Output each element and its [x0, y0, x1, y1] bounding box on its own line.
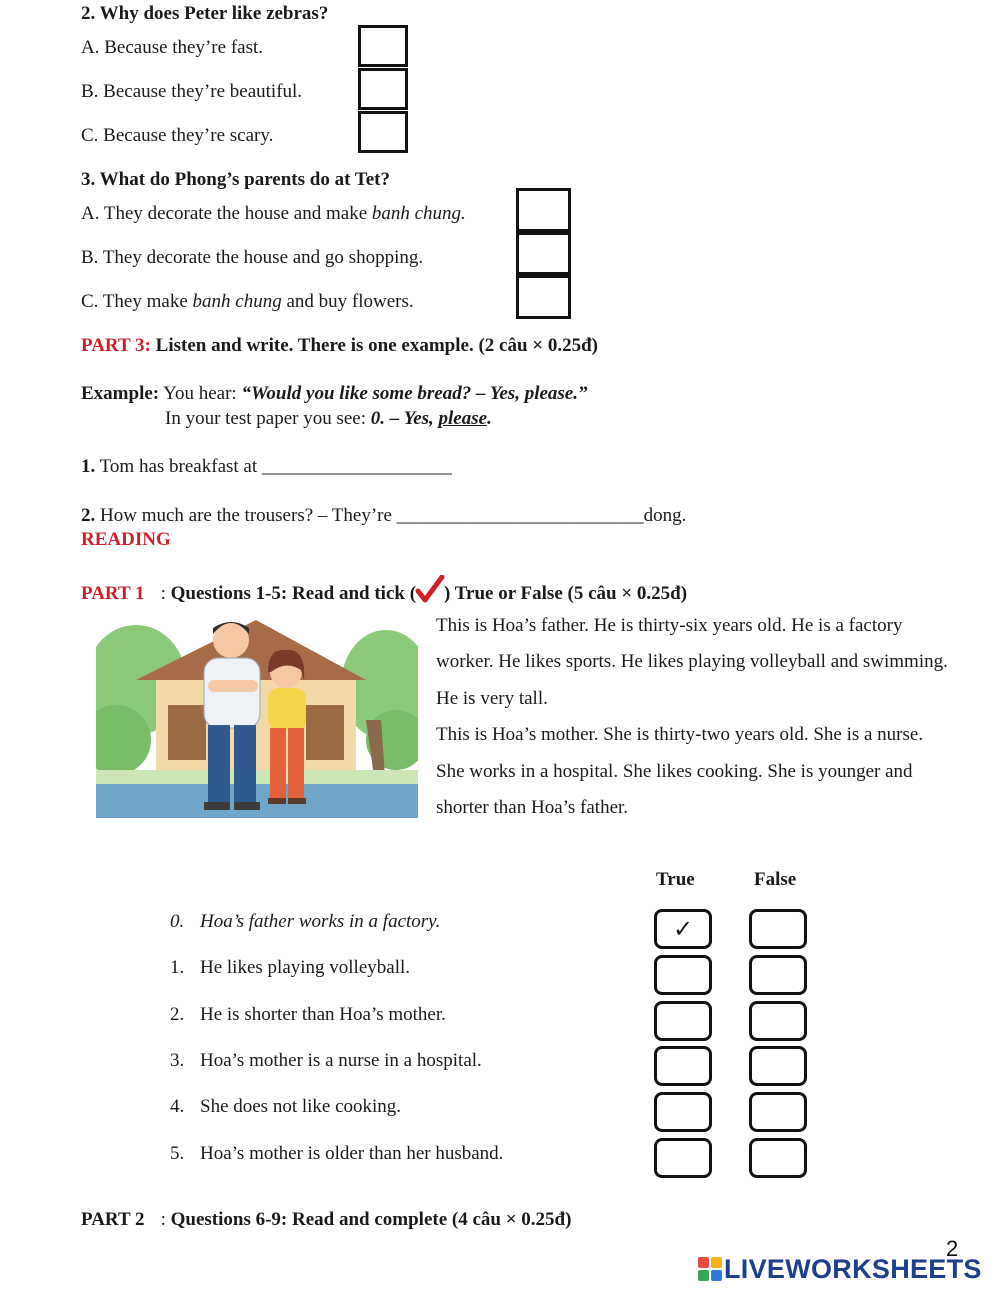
true-box-2[interactable]: [654, 1001, 712, 1041]
question-3-title: 3. What do Phong’s parents do at Tet?: [81, 169, 390, 190]
passage-paragraph-mother: This is Hoa’s mother. She is thirty-two years old. She is a nurse. She works in a hospital. She likes cooking. She is younger and shorter than Hoa’s father.: [436, 724, 924, 819]
true-column-header: True: [656, 869, 695, 890]
statement-3: 3. Hoa’s mother is a nurse in a hospital.: [170, 1050, 482, 1071]
q3-answer-box-c[interactable]: [516, 275, 571, 319]
false-box-3[interactable]: [749, 1046, 807, 1086]
q2-option-b: B. Because they’re beautiful.: [81, 81, 303, 102]
true-box-3[interactable]: [654, 1046, 712, 1086]
q2-option-a: A. Because they’re fast.: [81, 37, 264, 58]
reading-part1-heading: PART 1 : Questions 1-5: Read and tick ( ) True or False (5 câu × 0.25đ): [81, 575, 687, 605]
part3-example-line: Example: You hear: “Would you like some bread? – Yes, please.”: [81, 383, 588, 404]
red-check-icon: [415, 575, 445, 603]
true-box-0[interactable]: [654, 909, 712, 949]
reading-heading: READING: [81, 529, 171, 550]
q3-option-a: A. They decorate the house and make banh chung.: [81, 203, 466, 224]
q2-answer-box-c[interactable]: [358, 111, 408, 153]
false-box-5[interactable]: [749, 1138, 807, 1178]
statement-5: 5. Hoa’s mother is older than her husband.: [170, 1143, 504, 1164]
reading-passage: [436, 608, 956, 826]
check-icon: ✓: [672, 915, 694, 943]
false-box-0[interactable]: [749, 909, 807, 949]
statement-4: 4. She does not like cooking.: [170, 1096, 402, 1117]
passage-paragraph-father: This is Hoa’s father. He is thirty-six years old. He is a factory worker. He likes sports. He likes playing volleyball and swimming. He is very tall.: [436, 615, 948, 709]
q3-option-b: B. They decorate the house and go shopping.: [81, 247, 424, 268]
part3-example-answer-line: In your test paper you see: 0. – Yes, please.: [165, 408, 492, 429]
page-number: 2: [946, 1236, 959, 1261]
question-2-title: 2. Why does Peter like zebras?: [81, 3, 329, 24]
statement-example: 0. Hoa’s father works in a factory.: [170, 911, 441, 932]
true-box-4[interactable]: [654, 1092, 712, 1132]
false-column-header: False: [754, 869, 797, 890]
statement-1: 1. He likes playing volleyball.: [170, 957, 411, 978]
true-box-5[interactable]: [654, 1138, 712, 1178]
q2-option-c: C. Because they’re scary.: [81, 125, 274, 146]
true-box-1[interactable]: [654, 955, 712, 995]
q3-answer-box-a[interactable]: [516, 188, 571, 232]
liveworksheets-logo-icon: [698, 1257, 722, 1281]
part3-question-2[interactable]: 2. How much are the trousers? – They’re __________________________dong.: [81, 505, 687, 526]
false-box-2[interactable]: [749, 1001, 807, 1041]
false-box-1[interactable]: [749, 955, 807, 995]
q2-answer-box-a[interactable]: [358, 25, 408, 67]
reading-part2-heading: PART 2 : Questions 6-9: Read and complete (4 câu × 0.25đ): [81, 1209, 572, 1230]
q3-answer-box-b[interactable]: [516, 232, 571, 275]
q2-answer-box-b[interactable]: [358, 68, 408, 110]
hoa-parents-illustration: [96, 610, 418, 818]
q3-option-c: C. They make banh chung and buy flowers.: [81, 291, 414, 312]
false-box-4[interactable]: [749, 1092, 807, 1132]
part3-heading: PART 3: Listen and write. There is one example. (2 câu × 0.25đ): [81, 335, 599, 356]
liveworksheets-logo: LIVEWORKSHEETS: [698, 1254, 982, 1285]
statement-2: 2. He is shorter than Hoa’s mother.: [170, 1004, 446, 1025]
part3-question-1[interactable]: 1. Tom has breakfast at ____________________: [81, 456, 452, 477]
